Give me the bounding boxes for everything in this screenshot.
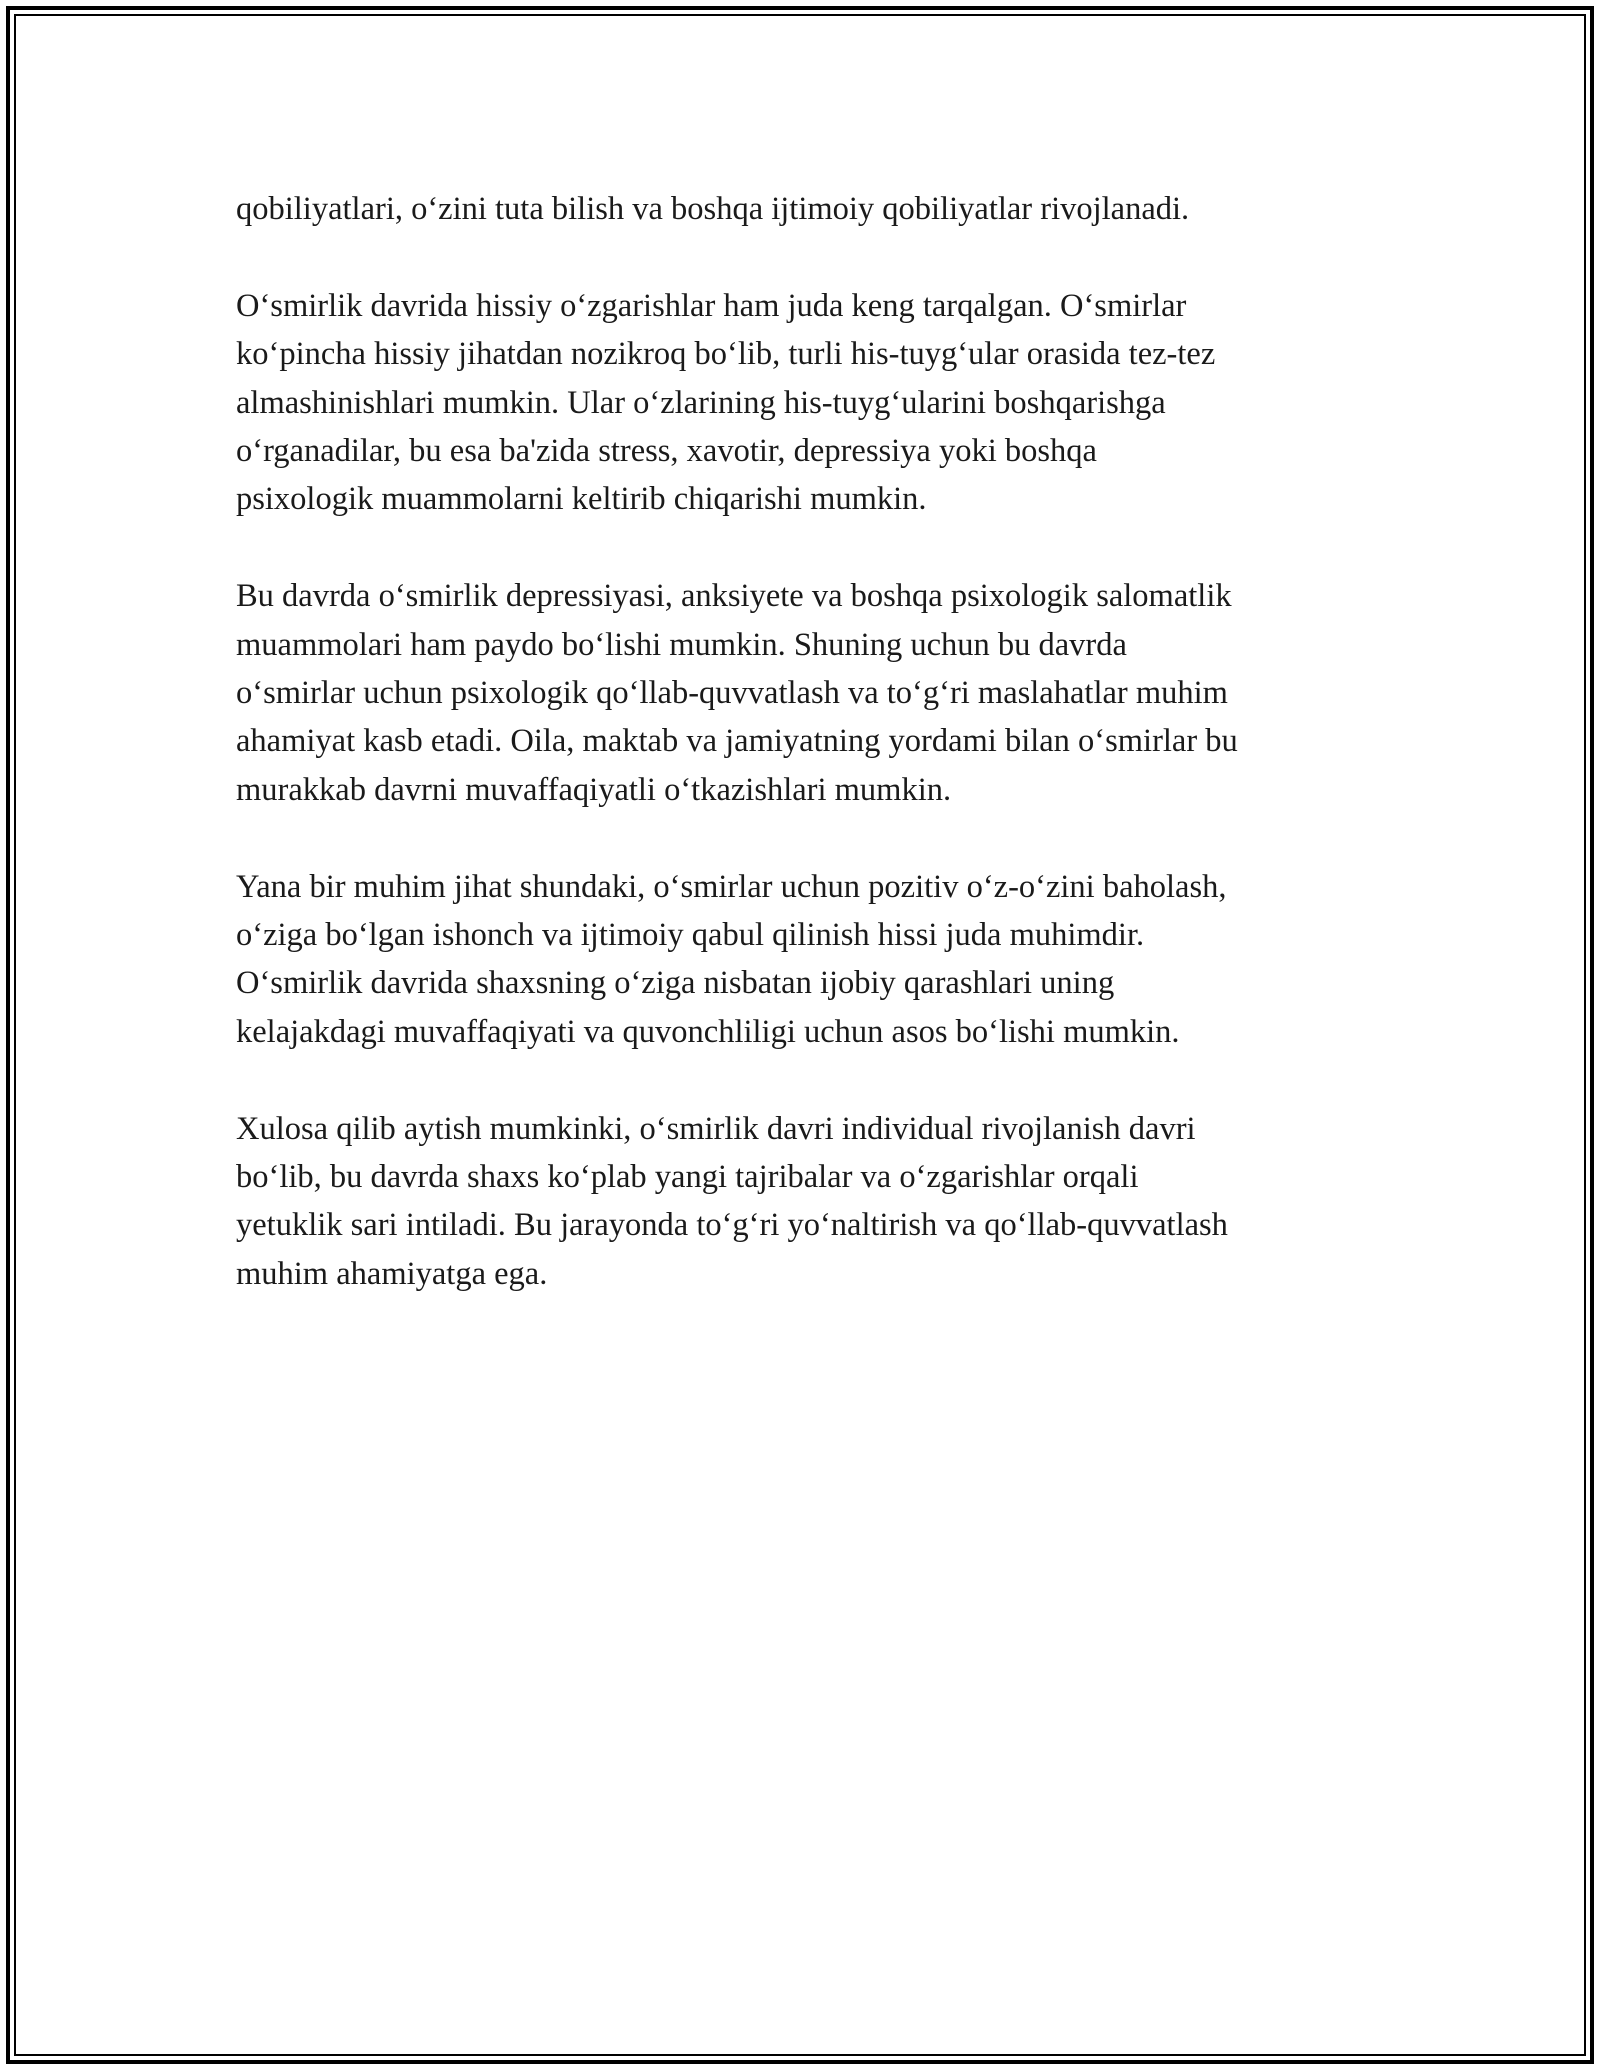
paragraph-psychological-support: Bu davrda o‘smirlik depressiyasi, anksiyete va boshqa psixologik salomatlik muammolari ham paydo bo‘lishi mumkin. Shuning uchun bu davrda o‘smirlar uchun psixologik qo‘llab-quvvatlash va to‘g‘ri maslahatlar muhim ahamiyat kasb etadi. Oila, maktab va jamiyatning yordami bilan o‘smirlar bu murakkab davrni muvaffaqiyatli o‘tkazishlari mumkin. <box>236 578 1238 808</box>
paragraph-emotional-changes: O‘smirlik davrida hissiy o‘zgarishlar ham juda keng tarqalgan. O‘smirlar ko‘pincha hissiy jihatdan nozikroq bo‘lib, turli his-tuyg‘ular orasida tez-tez almashinishlari mumkin. Ular o‘zlarining his-tuyg‘ularini boshqarishga o‘rganadilar, bu esa ba'zida stress, xavotir, depressiya yoki boshqa psixologik muammolarni keltirib chiqarishi mumkin. <box>236 287 1216 518</box>
paragraph-conclusion: Xulosa qilib aytish mumkinki, o‘smirlik davri individual rivojlanish davri bo‘lib, bu davrda shaxs ko‘plab yangi tajribalar va o‘zgarishlar orqali yetuklik sari intiladi. Bu jarayonda to‘g‘ri yo‘naltirish va qo‘llab-quvvatlash muhim ahamiyatga ega. <box>236 1110 1228 1292</box>
paragraph-self-esteem: Yana bir muhim jihat shundaki, o‘smirlar uchun pozitiv o‘z-o‘zini baholash, o‘ziga bo‘lgan ishonch va ijtimoiy qabul qilinish hissi juda muhimdir. O‘smirlik davrida shaxsning o‘ziga nisbatan ijobiy qarashlari uning kelajakdagi muvaffaqiyati va quvonchliligi uchun asos bo‘lishi mumkin. <box>236 868 1227 1050</box>
document-body <box>236 185 1386 1347</box>
paragraph-continuation: qobiliyatlari, o‘zini tuta bilish va boshqa ijtimoiy qobiliyatlar rivojlanadi. <box>236 191 1190 227</box>
